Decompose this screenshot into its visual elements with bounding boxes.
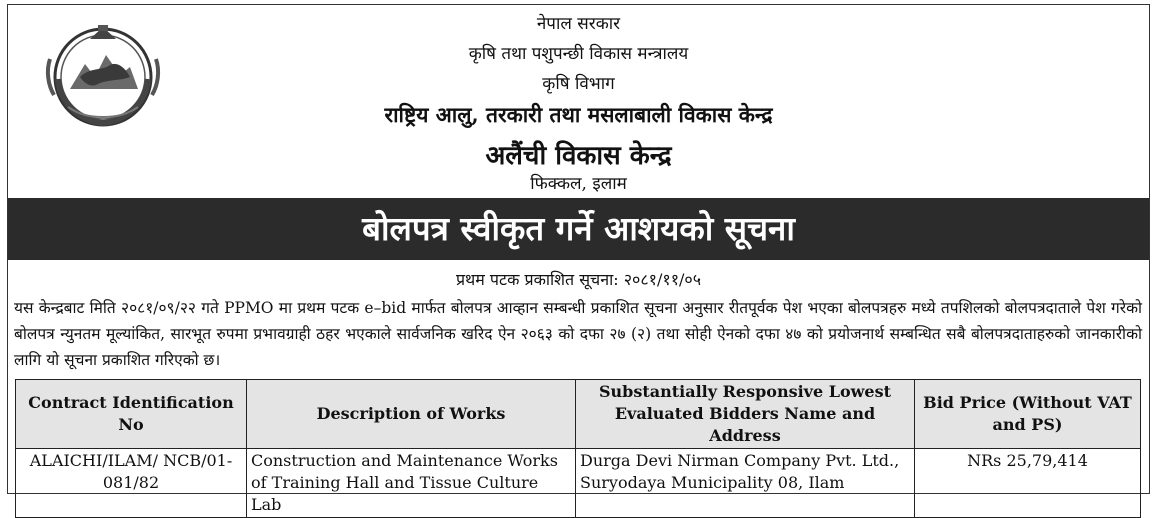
notice-header	[8, 5, 1149, 196]
first-published-date: प्रथम पटक प्रकाशित सूचना: २०८१/११/०५	[455, 270, 702, 289]
cell-bid-price: NRs 25,79,414	[915, 449, 1141, 518]
header-department: कृषि विभाग	[542, 74, 615, 94]
cell-bidder: Durga Devi Nirman Company Pvt. Ltd., Suryodaya Municipality 08, Ilam	[576, 449, 915, 518]
header-bid-price: Bid Price (Without VAT and PS)	[915, 380, 1141, 449]
cell-contract-id: ALAICHI/ILAM/ NCB/01-081/82	[16, 449, 247, 518]
notice-title: बोलपत्र स्वीकृत गर्ने आशयको सूचना	[8, 198, 1149, 260]
header-description: Description of Works	[247, 380, 576, 449]
header-address: फिक्कल, इलाम	[530, 174, 627, 194]
header-office: अलैंची विकास केन्द्र	[485, 141, 672, 171]
header-ministry: कृषि तथा पशुपन्छी विकास मन्त्रालय	[468, 44, 689, 64]
header-government: नेपाल सरकार	[536, 14, 621, 34]
header-bidder: Substantially Responsive Lowest Evaluated Bidders Name and Address	[576, 380, 915, 449]
notice-body: यस केन्द्रबाट मिति २०८१/०९/२२ गते PPMO मा प्रथम पटक e–bid मार्फत बोलपत्र आव्हान सम्बन्धी प्रकाशित सूचना अनुसार रीतपूर्वक पेश भएका बोलपत्रहरु मध्ये तपशिलको बोलपत्रदाताले पेश गरेको बोलपत्र न्युनतम मूल्यांकित, सारभूत रुपमा प्रभावग्राही ठहर भएकाले सार्वजनिक खरिद ऐन २०६३ को दफा २७ (२) तथा सोही ऐनको दफा ४७ को प्रयोजनार्थ सम्बन्धित सबै बोलपत्रदाताहरुको जानकारीको लागि यो सूचना प्रकाशित गरिएको छ।	[14, 299, 1142, 369]
table-header-row	[16, 380, 1141, 449]
table-row	[16, 449, 1141, 518]
header-centre: राष्ट्रिय आलु, तरकारी तथा मसलाबाली विकास केन्द्र	[384, 102, 773, 127]
award-table	[15, 379, 1141, 518]
notice-frame	[7, 4, 1150, 514]
header-contract-id: Contract Identification No	[16, 380, 247, 449]
cell-description: Construction and Maintenance Works of Training Hall and Tissue Culture Lab	[247, 449, 576, 518]
